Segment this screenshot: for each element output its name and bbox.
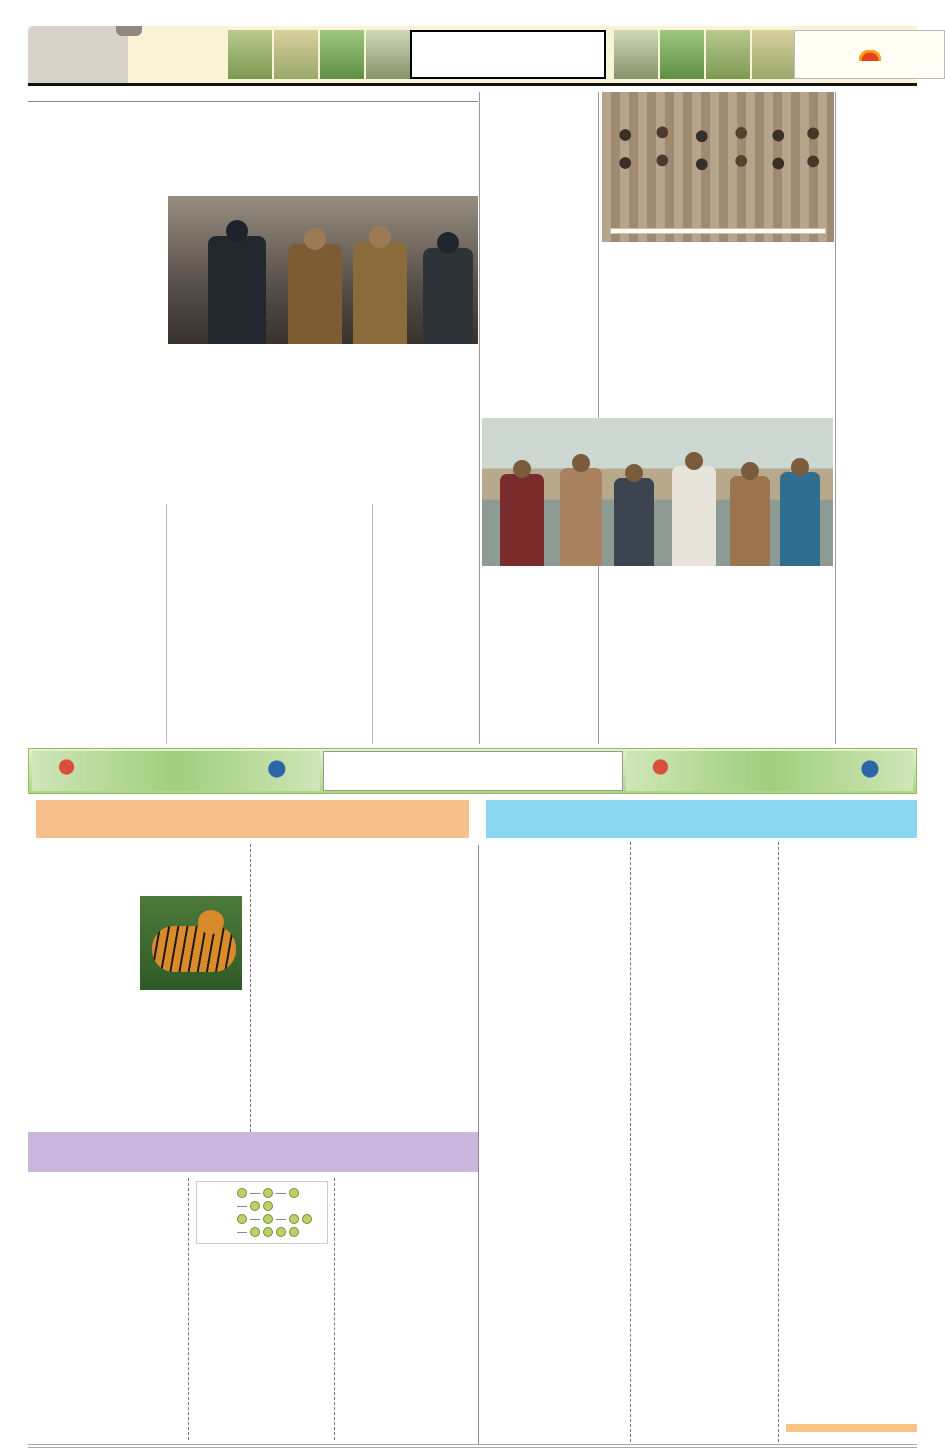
photo-figure	[423, 248, 473, 344]
protest-banner	[610, 228, 826, 234]
masthead-photo-strip-right	[614, 30, 796, 79]
brand-logo-box	[794, 30, 945, 79]
lakshmipur-body	[602, 318, 834, 416]
education-banner-photo-left	[32, 751, 320, 791]
science-col2	[196, 1178, 328, 1247]
physics-col1	[486, 842, 624, 845]
fishermen-photo	[482, 418, 833, 566]
education-banner	[28, 748, 917, 794]
strip-photo	[320, 30, 364, 79]
monirampur-body	[484, 95, 596, 343]
education-banner-photo-right	[626, 751, 914, 791]
science-col1	[32, 1178, 182, 1181]
paikgachha-bazar-article	[372, 504, 478, 744]
page-corner-tab	[116, 26, 142, 36]
lead-body-columns	[168, 374, 478, 470]
sun-icon	[859, 50, 881, 61]
masthead	[28, 26, 917, 86]
photo-figure	[208, 236, 266, 344]
tiger-head	[198, 910, 224, 934]
photo-figure	[672, 466, 716, 566]
lead-text-col1	[28, 196, 162, 488]
education-title-box	[323, 751, 623, 791]
protest-photo	[602, 92, 834, 242]
eighth-grade-header	[28, 1132, 478, 1172]
fifth-grade-header	[36, 800, 469, 838]
fishermen-left-col	[484, 574, 596, 744]
strip-photo	[660, 30, 704, 79]
column-divider	[630, 842, 631, 1442]
lead-article	[28, 92, 478, 744]
ssc-section	[486, 842, 917, 1442]
bdesh-column	[258, 888, 472, 1130]
footer-rule	[28, 1444, 917, 1448]
section-title-box	[410, 30, 606, 79]
column-divider	[778, 842, 779, 1442]
eighth-grade-section	[28, 1178, 478, 1440]
column-rule	[479, 92, 480, 744]
half-divider	[478, 845, 479, 1444]
lead-subhead	[28, 96, 478, 102]
fishermen-body-right	[740, 574, 834, 714]
tiger-body	[152, 926, 236, 972]
masthead-photo-strip-left	[228, 30, 410, 79]
news-area	[28, 92, 917, 744]
chakaria-article	[28, 504, 158, 744]
column-divider	[188, 1178, 189, 1440]
crowd-heads	[602, 150, 834, 176]
srinagar-body	[840, 95, 917, 323]
fishermen-body-bottom	[602, 716, 834, 744]
photo-figure	[730, 476, 770, 566]
strip-photo	[706, 30, 750, 79]
photo-figure	[560, 468, 602, 566]
column-divider	[334, 1178, 335, 1440]
physics-col3	[786, 842, 917, 1442]
photo-figure	[500, 474, 544, 566]
fifth-grade-section	[28, 842, 478, 1132]
photo-figure	[614, 478, 654, 566]
lead-body-tail	[28, 474, 478, 500]
strip-photo	[614, 30, 658, 79]
strip-photo	[752, 30, 796, 79]
bangla-column	[36, 894, 242, 1130]
cell-division-diagram	[196, 1181, 328, 1244]
column-divider	[250, 844, 251, 1132]
photo-figure	[288, 244, 342, 344]
photo-figure	[353, 242, 407, 344]
crowd-heads	[602, 122, 834, 148]
paik-jubo-body	[840, 331, 917, 575]
answer-key-box	[786, 1424, 917, 1432]
strip-photo	[274, 30, 318, 79]
arrest-photo	[168, 196, 478, 344]
lead-body-col1	[28, 199, 162, 471]
page-number-box	[28, 26, 128, 83]
ssc-header	[486, 800, 917, 838]
dhanbari-article	[166, 504, 364, 744]
column-rule	[835, 92, 836, 744]
photo-figure	[780, 472, 820, 566]
tiger-photo	[140, 896, 242, 990]
strip-photo	[228, 30, 272, 79]
right-column	[840, 92, 917, 744]
strip-photo	[366, 30, 410, 79]
